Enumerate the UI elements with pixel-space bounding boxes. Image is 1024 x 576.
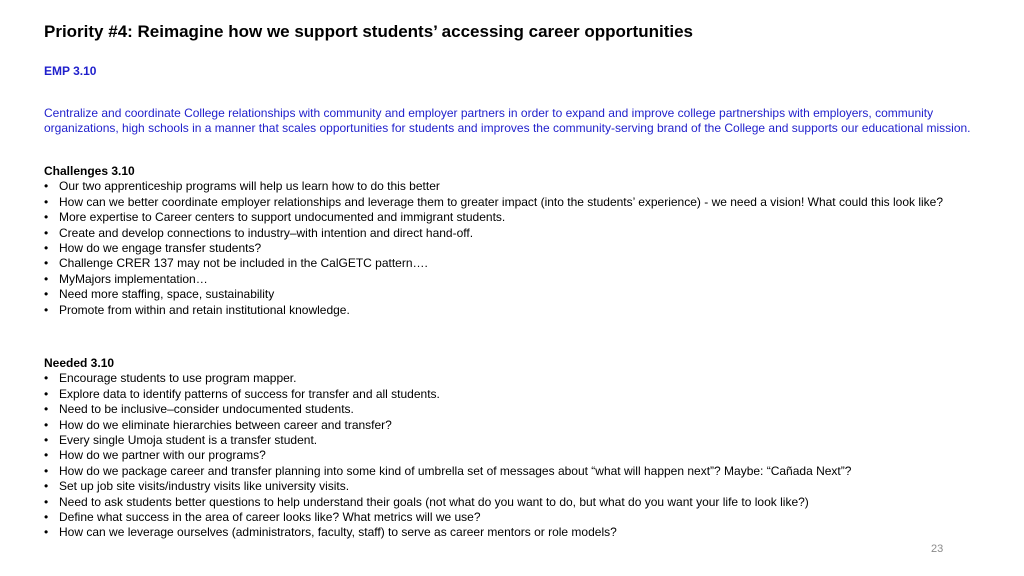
list-item: • More expertise to Career centers to support undocumented and immigrant students. xyxy=(44,210,994,225)
list-item: • Create and develop connections to industry–with intention and direct hand-off. xyxy=(44,226,994,241)
list-item: • How do we engage transfer students? xyxy=(44,241,994,256)
list-item: • How do we package career and transfer planning into some kind of umbrella set of messages about “what will happen next”? Maybe: “Cañada Next”? xyxy=(44,464,994,479)
challenges-heading: Challenges 3.10 xyxy=(44,164,135,178)
list-item: • Need more staffing, space, sustainability xyxy=(44,287,994,302)
list-item: • How can we better coordinate employer relationships and leverage them to greater impact (into the students’ experience) - we need a vision! What could this look like? xyxy=(44,195,994,210)
list-item: • Encourage students to use program mapper. xyxy=(44,371,994,386)
list-item: • Set up job site visits/industry visits like university visits. xyxy=(44,479,994,494)
challenges-list xyxy=(44,179,994,318)
list-item: • How do we partner with our programs? xyxy=(44,448,994,463)
list-item: • Explore data to identify patterns of success for transfer and all students. xyxy=(44,387,994,402)
goal-description: Centralize and coordinate College relationships with community and employer partners in order to expand and improve college partnerships with employers, community organizations, high schools in a manner that scales opportunities for students and improves the community-serving brand of the College and supports our educational mission. xyxy=(44,106,971,136)
emp-code: EMP 3.10 xyxy=(44,64,97,78)
list-item: • Need to ask students better questions to help understand their goals (not what do you want to do, but what do you want your life to look like?) xyxy=(44,495,994,510)
needed-section xyxy=(44,356,994,541)
list-item: • Define what success in the area of career looks like? What metrics will we use? xyxy=(44,510,994,525)
needed-list xyxy=(44,371,994,540)
list-item: • Promote from within and retain institutional knowledge. xyxy=(44,303,994,318)
slide-title: Priority #4: Reimagine how we support students’ accessing career opportunities xyxy=(44,22,693,41)
list-item: • Every single Umoja student is a transfer student. xyxy=(44,433,994,448)
list-item: • Our two apprenticeship programs will help us learn how to do this better xyxy=(44,179,994,194)
list-item: • Challenge CRER 137 may not be included in the CalGETC pattern…. xyxy=(44,256,994,271)
list-item: • How can we leverage ourselves (administrators, faculty, staff) to serve as career mentors or role models? xyxy=(44,525,994,540)
needed-heading: Needed 3.10 xyxy=(44,356,115,370)
page-number: 23 xyxy=(931,543,944,555)
list-item: • How do we eliminate hierarchies between career and transfer? xyxy=(44,418,994,433)
list-item: • Need to be inclusive–consider undocumented students. xyxy=(44,402,994,417)
list-item: • MyMajors implementation… xyxy=(44,272,994,287)
challenges-section xyxy=(44,164,994,318)
